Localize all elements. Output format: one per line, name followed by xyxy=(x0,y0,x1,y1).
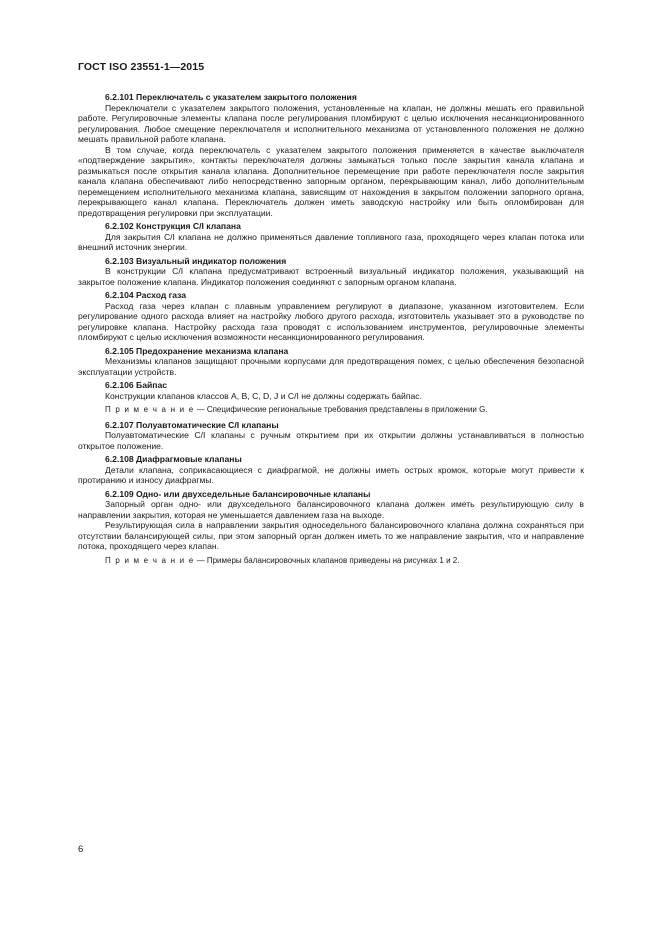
body-paragraph: Результирующая сила в направлении закрытия односедельного балансировочного клапана должна сохраняться при отсутствии балансирующей силы, при этом запорный орган должен иметь то же направление закрытия, что и направление потока, проходящего через клапан. xyxy=(78,520,584,551)
section-heading: 6.2.109 Одно- или двухседельные балансировочные клапаны xyxy=(105,488,371,499)
section-heading: 6.2.103 Визуальный индикатор положения xyxy=(105,255,287,266)
section-heading: 6.2.106 Байпас xyxy=(105,380,168,390)
note-label: П р и м е ч а н и е xyxy=(105,405,195,414)
section-heading: 6.2.102 Конструкция С/I клапана xyxy=(105,221,241,231)
section-heading: 6.2.108 Диафрагмовые клапаны xyxy=(105,454,242,464)
note xyxy=(78,556,584,567)
document-body xyxy=(78,92,584,570)
section-heading: 6.2.104 Расход газа xyxy=(105,290,187,300)
standard-identifier: ГОСТ ISO 23551-1—2015 xyxy=(78,61,205,73)
note-text: — Специфические региональные требования представлены в приложении G. xyxy=(194,405,488,414)
body-paragraph: Расход газа через клапан с плавным управлением регулируют в диапазоне, указанном изготовителем. Если регулирование одного расхода влияет на настройку любого другого расхода, изготовитель указывает это в руководстве по регулировке клапана. Настройку расхода газа проводят с использованием инструментов, регулировочные элементы пломбируют с целью исключения возможности несанкционированного регулирования. xyxy=(78,300,584,342)
body-paragraph: Для закрытия С/I клапана не должно применяться давление топливного газа, проходящего через клапан потока или внешний источник энергии. xyxy=(78,231,584,252)
section-heading: 6.2.101 Переключатель с указателем закрытого положения xyxy=(105,92,357,102)
body-paragraph: Механизмы клапанов защищают прочными корпусами для предотвращения помех, с целью обеспечения безопасной эксплуатации устройств. xyxy=(78,356,584,377)
body-paragraph: Конструкции клапанов классов А, В, С, D, J и С/I не должны содержать байпас. xyxy=(105,390,422,401)
page-number: 6 xyxy=(78,844,84,855)
section-heading: 6.2.105 Предохранение механизма клапана xyxy=(105,345,289,356)
body-paragraph: Полуавтоматические С/I клапаны с ручным открытием при их открытии должны устанавливаться в полностью открытое положение. xyxy=(78,430,584,451)
body-paragraph: В том случае, когда переключатель с указателем закрытого положения применяется в качестве выключателя «подтверждение закрытия», контакты переключателя должны замыкаться только после закрытия канала клапана и размыкаться после открытия канала клапана. Дополнительное перемещение при работе переключателя после закрытия канала клапана обеспечивают либо непосредственно запорным органом, перекрывающим канал, либо дополнительным перемещением исполнительного механизма клапана, зависящим от нахождения в закрытом положении запорного органа, перекрывающего канал клапана. Переключатель должен иметь заводскую настройку или быть опломбирован для предотвращения регулировки при эксплуатации. xyxy=(78,144,584,218)
body-paragraph: В конструкции С/I клапана предусматривают встроенный визуальный индикатор положения, указывающий на закрытое положение клапана. Индикатор положения соединяют с запорным органом клапана. xyxy=(78,266,584,287)
note-label: П р и м е ч а н и е xyxy=(105,555,195,565)
body-paragraph: Запорный орган одно- или двухседельного балансировочного клапана должен иметь результирующую силу в направлении закрытия, которая не уменьшается давлением газа на выходе. xyxy=(78,499,584,520)
body-paragraph: Детали клапана, соприкасающиеся с диафрагмой, не должны иметь острых кромок, которые могут привести к протиранию и износу диафрагмы. xyxy=(78,464,584,485)
section-heading: 6.2.107 Полуавтоматические С/I клапаны xyxy=(105,419,279,430)
body-paragraph: Переключатели с указателем закрытого положения, установленные на клапан, не должны мешать его правильной работе. Регулировочные элементы клапана после регулирования пломбируют с целью исключения несанкционированного регулирования. Любое смещение переключателя и исполнительного механизма от установленного положения не должно мешать правильной работе клапана. xyxy=(78,102,584,144)
note-text: — Примеры балансировочных клапанов приведены на рисунках 1 и 2. xyxy=(194,555,460,565)
note xyxy=(78,405,584,416)
